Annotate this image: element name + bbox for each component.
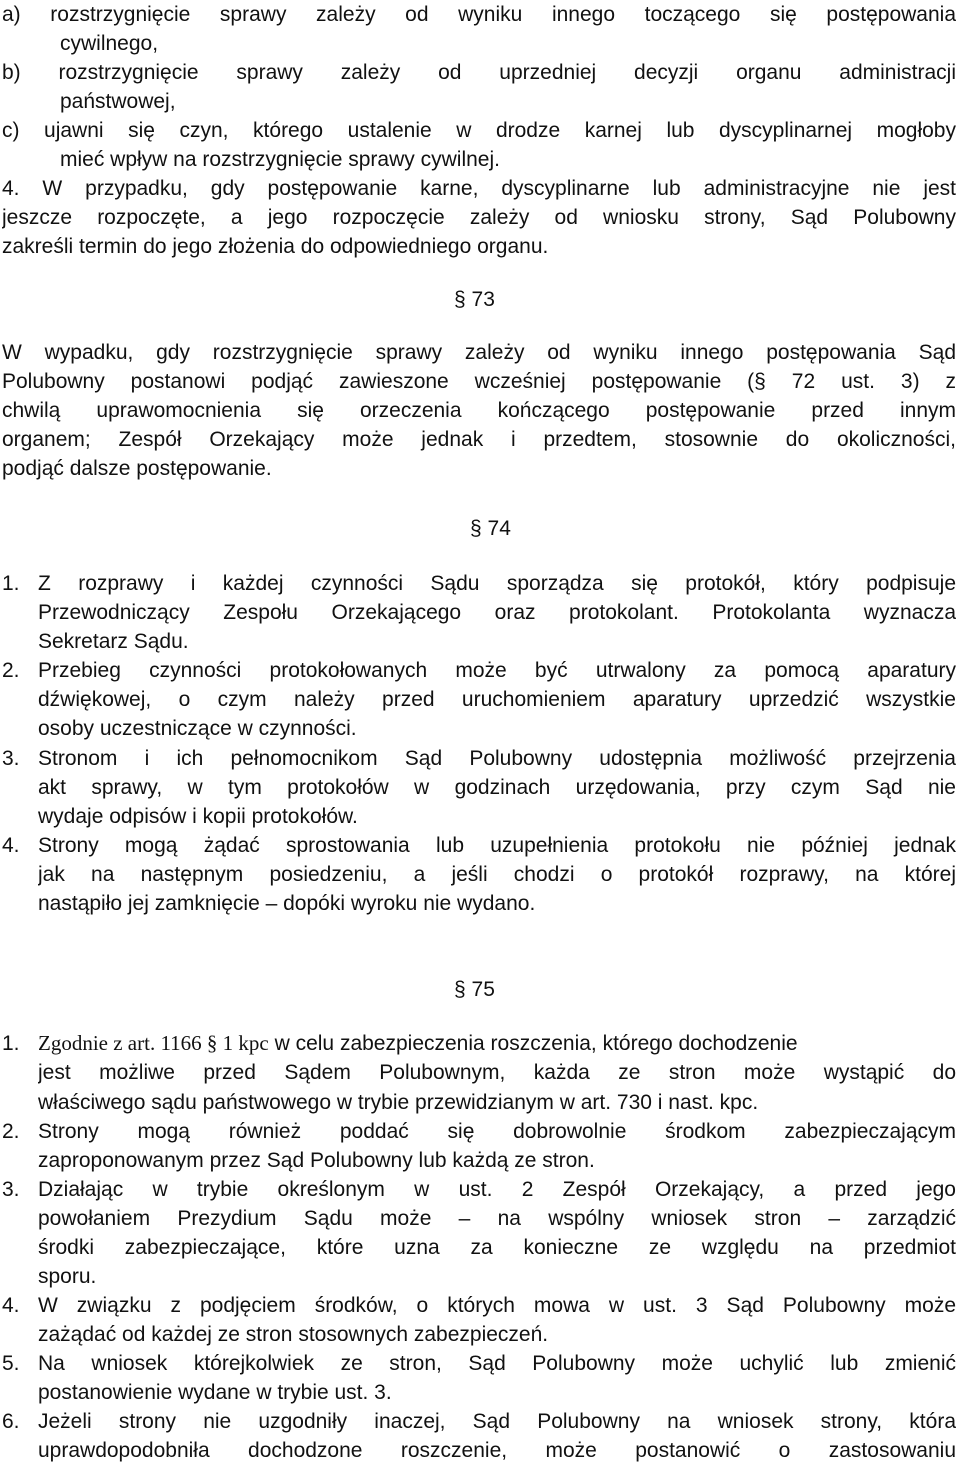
item-number: 3. <box>2 1178 20 1201</box>
text-line <box>38 1029 956 1058</box>
text-line: Działając w trybie określonym w ust. 2 Zespół Orzekający, a przed jego <box>38 1178 956 1201</box>
text-line: Strony mogą również poddać się dobrowolnie środkom zabezpieczającym <box>38 1120 956 1143</box>
text-line: jeszcze rozpoczęte, a jego rozpoczęcie zależy od wniosku strony, Sąd Polubowny <box>2 206 956 229</box>
text-line: chwilą uprawomocnienia się orzeczenia kończącego postępowanie przed innym <box>2 399 956 422</box>
text-line: mieć wpływ na rozstrzygnięcie sprawy cywilnej. <box>60 148 500 171</box>
text-line: 4. W przypadku, gdy postępowanie karne, dyscyplinarne lub administracyjne nie jest <box>2 177 956 200</box>
legal-citation: Zgodnie z art. 1166 § 1 kpc <box>38 1031 269 1055</box>
text-line: akt sprawy, w tym protokołów w godzinach urzędowania, przy czym Sąd nie <box>38 776 956 799</box>
item-number: 4. <box>2 834 20 857</box>
item-number: 2. <box>2 1120 20 1143</box>
text-line: środki zabezpieczające, które uzna za konieczne ze względu na przedmiot <box>38 1236 956 1259</box>
text-line: uprawdopodobniła dochodzone roszczenie, może postanowić o zastosowaniu <box>38 1439 956 1462</box>
text-line: Przewodniczący Zespołu Orzekającego oraz protokolant. Protokolanta wyznacza <box>38 601 956 624</box>
item-number: 4. <box>2 1294 20 1317</box>
text-line: b) rozstrzygnięcie sprawy zależy od uprzedniej decyzji organu administracji <box>2 61 956 84</box>
text-line: Z rozprawy i każdej czynności Sądu sporządza się protokół, który podpisuje <box>38 572 956 595</box>
item-number: 5. <box>2 1352 20 1375</box>
item-number: 2. <box>2 659 20 682</box>
text-line: wydaje odpisów i kopii protokołów. <box>38 805 358 828</box>
text-line: a) rozstrzygnięcie sprawy zależy od wyniku innego toczącego się postępowania <box>2 3 956 26</box>
text-line: sporu. <box>38 1265 97 1288</box>
text-line: zażądać od każdej ze stron stosownych zabezpieczeń. <box>38 1323 549 1346</box>
text-segment: w celu zabezpieczenia roszczenia, którego dochodzenie <box>268 1032 798 1055</box>
text-line: osoby uczestniczące w czynności. <box>38 717 357 740</box>
text-line: powołaniem Prezydium Sądu może – na wspólny wniosek stron – zarządzić <box>38 1207 956 1230</box>
text-line: zaproponowanym przez Sąd Polubowny lub każdą ze stron. <box>38 1149 595 1172</box>
item-number: 1. <box>2 572 20 595</box>
text-line: nastąpiło jej zamknięcie – dopóki wyroku nie wydano. <box>38 892 536 915</box>
text-line: postanowienie wydane w trybie ust. 3. <box>38 1381 392 1404</box>
text-line: c) ujawni się czyn, którego ustalenie w drodze karnej lub dyscyplinarnej mogłoby <box>2 119 956 142</box>
text-line: zakreśli termin do jego złożenia do odpowiedniego organu. <box>2 235 549 258</box>
item-number: 3. <box>2 747 20 770</box>
text-line: jest możliwe przed Sądem Polubownym, każda ze stron może wystąpić do <box>38 1061 956 1084</box>
text-line: Stronom i ich pełnomocnikom Sąd Polubowny udostępnia możliwość przejrzenia <box>38 747 956 770</box>
text-line: dźwiękowej, o czym należy przed uruchomieniem aparatury uprzedzić wszystkie <box>38 688 956 711</box>
text-line: W związku z podjęciem środków, o których mowa w ust. 3 Sąd Polubowny może <box>38 1294 956 1317</box>
section-heading: § 74 <box>470 517 511 540</box>
item-number: 1. <box>2 1032 20 1055</box>
text-line: Strony mogą żądać sprostowania lub uzupełnienia protokołu nie później jednak <box>38 834 956 857</box>
text-line: państwowej, <box>60 90 176 113</box>
section-heading: § 75 <box>454 978 495 1001</box>
text-line: organem; Zespół Orzekający może jednak i przedtem, stosownie do okoliczności, <box>2 428 956 451</box>
text-line: Sekretarz Sądu. <box>38 630 189 653</box>
text-line: podjąć dalsze postępowanie. <box>2 457 272 480</box>
text-line: Jeżeli strony nie uzgodniły inaczej, Sąd Polubowny na wniosek strony, która <box>38 1410 956 1433</box>
section-heading: § 73 <box>454 288 495 311</box>
text-line: jak na następnym posiedzeniu, a jeśli chodzi o protokół rozprawy, na której <box>38 863 956 886</box>
text-line: Polubowny postanowi podjąć zawieszone wcześniej postępowanie (§ 72 ust. 3) z <box>2 370 956 393</box>
text-line: Na wniosek którejkolwiek ze stron, Sąd Polubowny może uchylić lub zmienić <box>38 1352 956 1375</box>
text-line: właściwego sądu państwowego w trybie przewidzianym w art. 730 i nast. kpc. <box>38 1091 759 1114</box>
text-line: Przebieg czynności protokołowanych może być utrwalony za pomocą aparatury <box>38 659 956 682</box>
text-line: cywilnego, <box>60 32 159 55</box>
item-number: 6. <box>2 1410 20 1433</box>
text-line: W wypadku, gdy rozstrzygnięcie sprawy zależy od wyniku innego postępowania Sąd <box>2 341 956 364</box>
